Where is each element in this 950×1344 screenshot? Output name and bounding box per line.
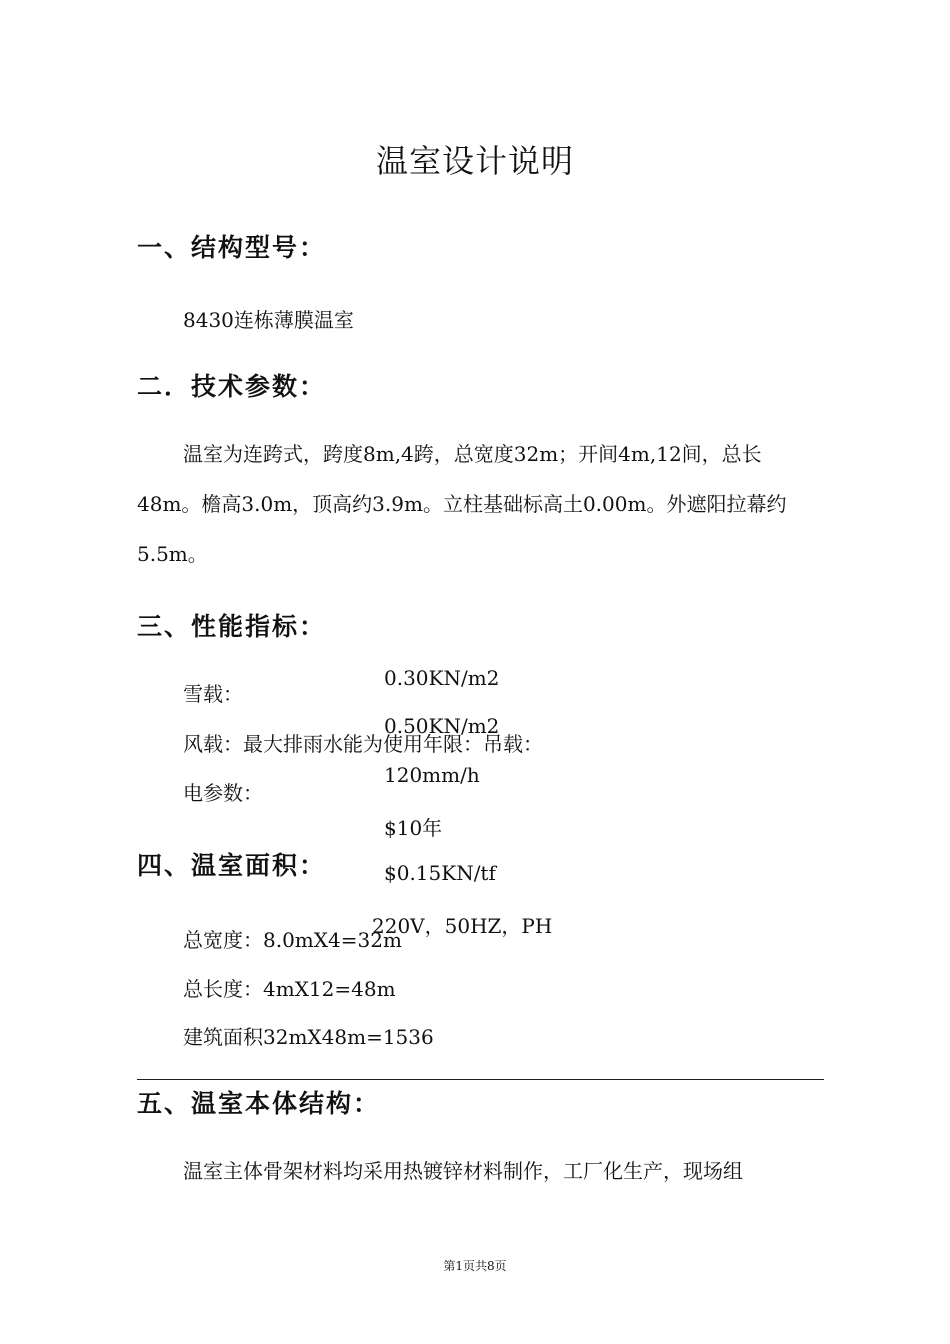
rain-drainage-value: 120mm/h [384,763,480,787]
structure-model-text: 8430连栋薄膜温室 [183,308,354,332]
power-params-label: 电参数： [183,781,263,805]
page-footer: 第1页共8页 [443,1259,507,1273]
wind-load-value: 0.50KN/m2 [384,714,500,738]
tech-params-line-1: 温室为连跨式，跨度8m,4跨，总宽度32m；开间4m,12间，总长 [183,442,762,466]
section-heading-area: 四、温室面积： [137,851,327,880]
section-divider [137,1079,824,1080]
service-life-value: $10年 [384,816,443,840]
snow-load-label: 雪载： [183,682,243,706]
section-heading-technical-params: 二．技术参数： [137,372,327,401]
structure-line-1: 温室主体骨架材料均采用热镀锌材料制作，工厂化生产，现场组 [183,1159,743,1183]
section-heading-structure-model: 一、结构型号： [137,233,327,262]
snow-load-value: 0.30KN/m2 [384,666,500,690]
section-heading-performance: 三、性能指标： [137,612,327,641]
power-value: 220V，50HZ，PH [372,914,553,938]
section-heading-structure: 五、温室本体结构： [137,1089,381,1118]
total-length-text: 总长度：4mX12=48m [183,977,396,1001]
hanging-load-value: $0.15KN/tf [384,861,496,885]
wind-load-label: 风载：最大排雨水能为使用年限：吊载： [183,732,543,756]
total-width-text: 总宽度：8.0mX4=32m [183,928,402,952]
tech-params-line-3: 5.5m。 [137,542,208,566]
document-title: 温室设计说明 [375,142,574,180]
tech-params-line-2: 48m。檐高3.0m，顶高约3.9m。立柱基础标高土0.00m。外遮阳拉幕约 [137,492,787,516]
building-area-text: 建筑面积32mX48m=1536 [183,1025,434,1049]
